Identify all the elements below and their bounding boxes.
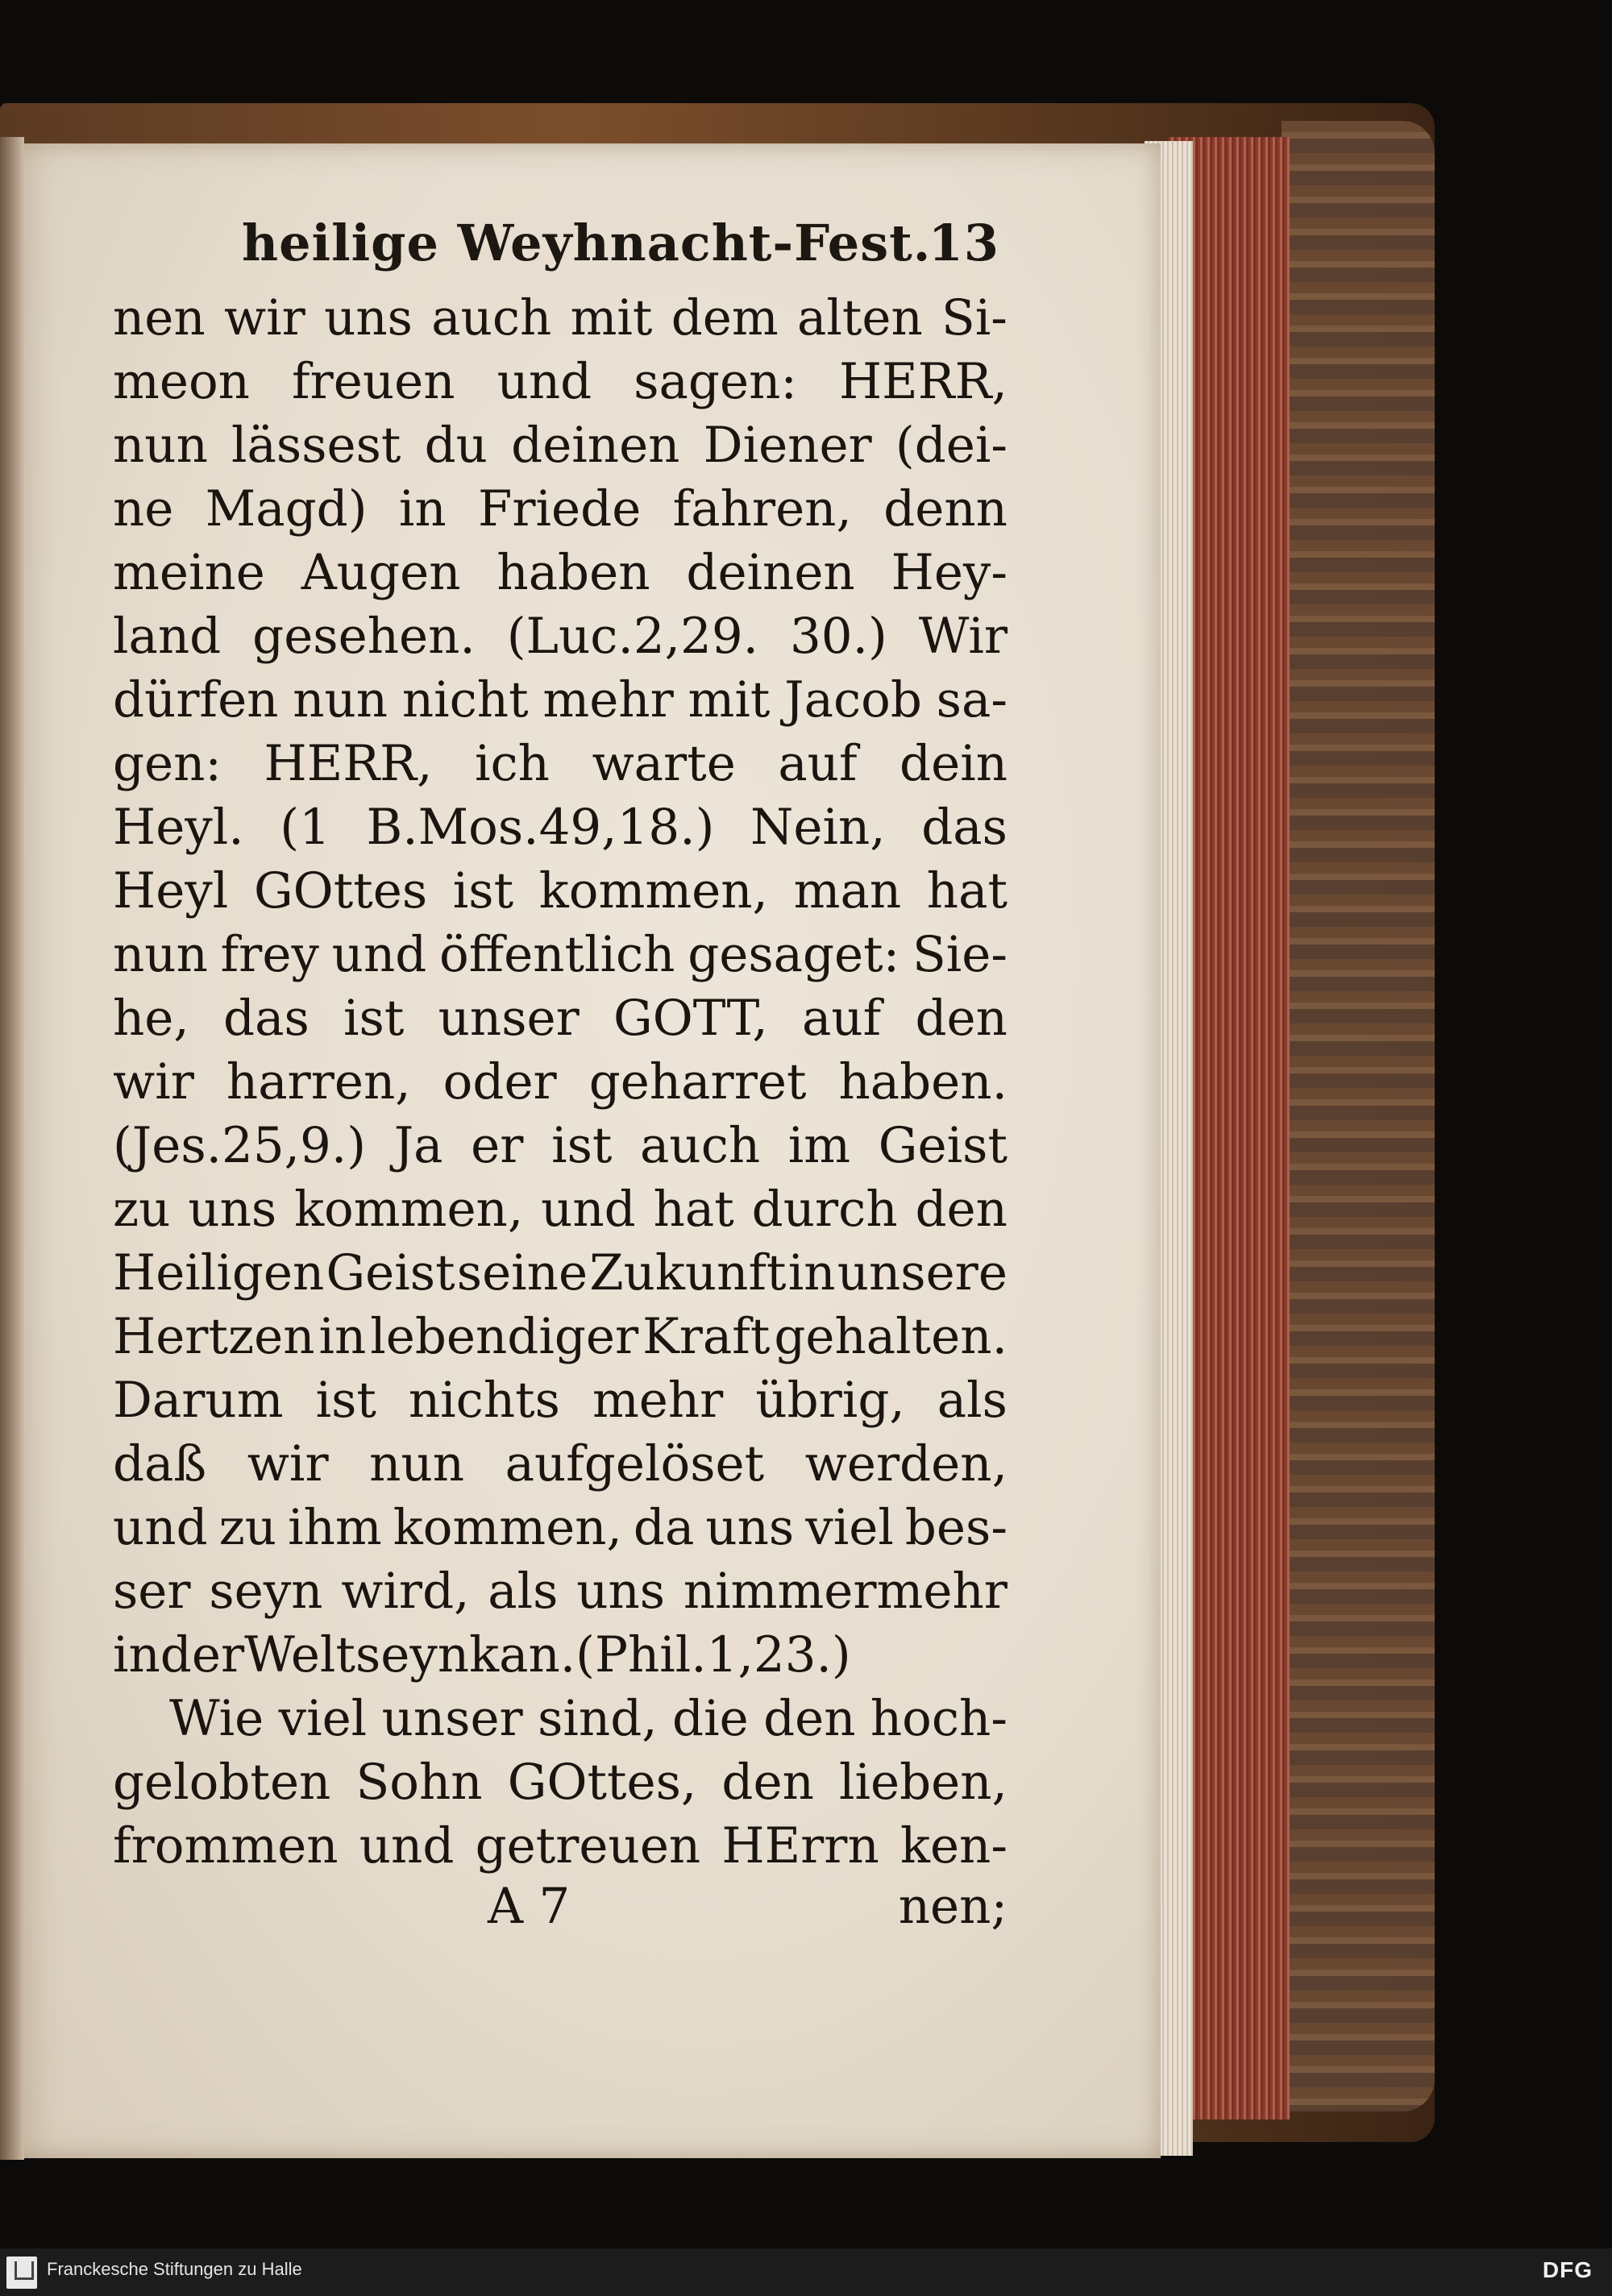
page-gutter bbox=[0, 137, 24, 2160]
institution-label: Franckesche Stiftungen zu Halle bbox=[47, 2259, 302, 2279]
text-line: daß wir nun aufgelöset werden, bbox=[113, 1435, 1008, 1493]
signature-mark: A 7 bbox=[488, 1878, 571, 1935]
text-line: frommen und getreuen HErrn ken- bbox=[113, 1817, 1008, 1875]
text-line: gelobten Sohn GOttes, den lieben, bbox=[113, 1754, 1008, 1811]
book-spine bbox=[1282, 121, 1435, 2111]
text-line: ne Magd) in Friede fahren, denn bbox=[113, 480, 1008, 538]
text-line: gen: HERR, ich warte auf dein bbox=[113, 735, 1008, 792]
text-line: ser seyn wird, als uns nimmermehr bbox=[113, 1563, 1008, 1620]
text-line: Heyl. (1 B.Mos.49,18.) Nein, das bbox=[113, 799, 1008, 856]
text-line: nun frey und öffentlich gesaget: Sie- bbox=[113, 926, 1008, 983]
text-line: Wie viel unser sind, die den hoch- bbox=[169, 1690, 1008, 1747]
body-text bbox=[113, 286, 1008, 1878]
text-line: Hertzen in lebendiger Kraft gehalten. bbox=[113, 1308, 1008, 1365]
text-line: dürfen nun nicht mehr mit Jacob sa- bbox=[113, 671, 1008, 729]
text-line: he, das ist unser GOTT, auf den bbox=[113, 990, 1008, 1047]
dfg-logo: DFG bbox=[1542, 2257, 1593, 2282]
text-line: wir harren, oder geharret haben. bbox=[113, 1053, 1008, 1111]
text-line: Heyl GOttes ist kommen, man hat bbox=[113, 862, 1008, 920]
text-line: land gesehen. (Luc.2,29. 30.) Wir bbox=[113, 608, 1008, 665]
catchword: nen; bbox=[898, 1878, 1008, 1935]
text-line: Darum ist nichts mehr übrig, als bbox=[113, 1372, 1008, 1429]
running-header bbox=[242, 197, 1048, 286]
text-line: (Jes.25,9.) Ja er ist auch im Geist bbox=[113, 1117, 1008, 1174]
text-line: in der Welt seyn kan. (Phil.1,23.) bbox=[113, 1626, 851, 1684]
text-line: meine Augen haben deinen Hey- bbox=[113, 544, 1008, 601]
text-line: zu uns kommen, und hat durch den bbox=[113, 1181, 1008, 1238]
text-line: nen wir uns auch mit dem alten Si- bbox=[113, 289, 1008, 347]
text-line: nun lässest du deinen Diener (dei- bbox=[113, 417, 1008, 474]
text-line: Heiligen Geist seine Zukunft in unsere bbox=[113, 1244, 1008, 1302]
text-line: und zu ihm kommen, da uns viel bes- bbox=[113, 1499, 1008, 1556]
page-footer bbox=[113, 1878, 1008, 1950]
text-line: meon freuen und sagen: HERR, bbox=[113, 353, 1008, 410]
running-title: heilige Weyhnacht-Fest. bbox=[242, 214, 932, 272]
institution-logo-icon bbox=[6, 2257, 37, 2289]
page-number: 13 bbox=[928, 214, 999, 272]
